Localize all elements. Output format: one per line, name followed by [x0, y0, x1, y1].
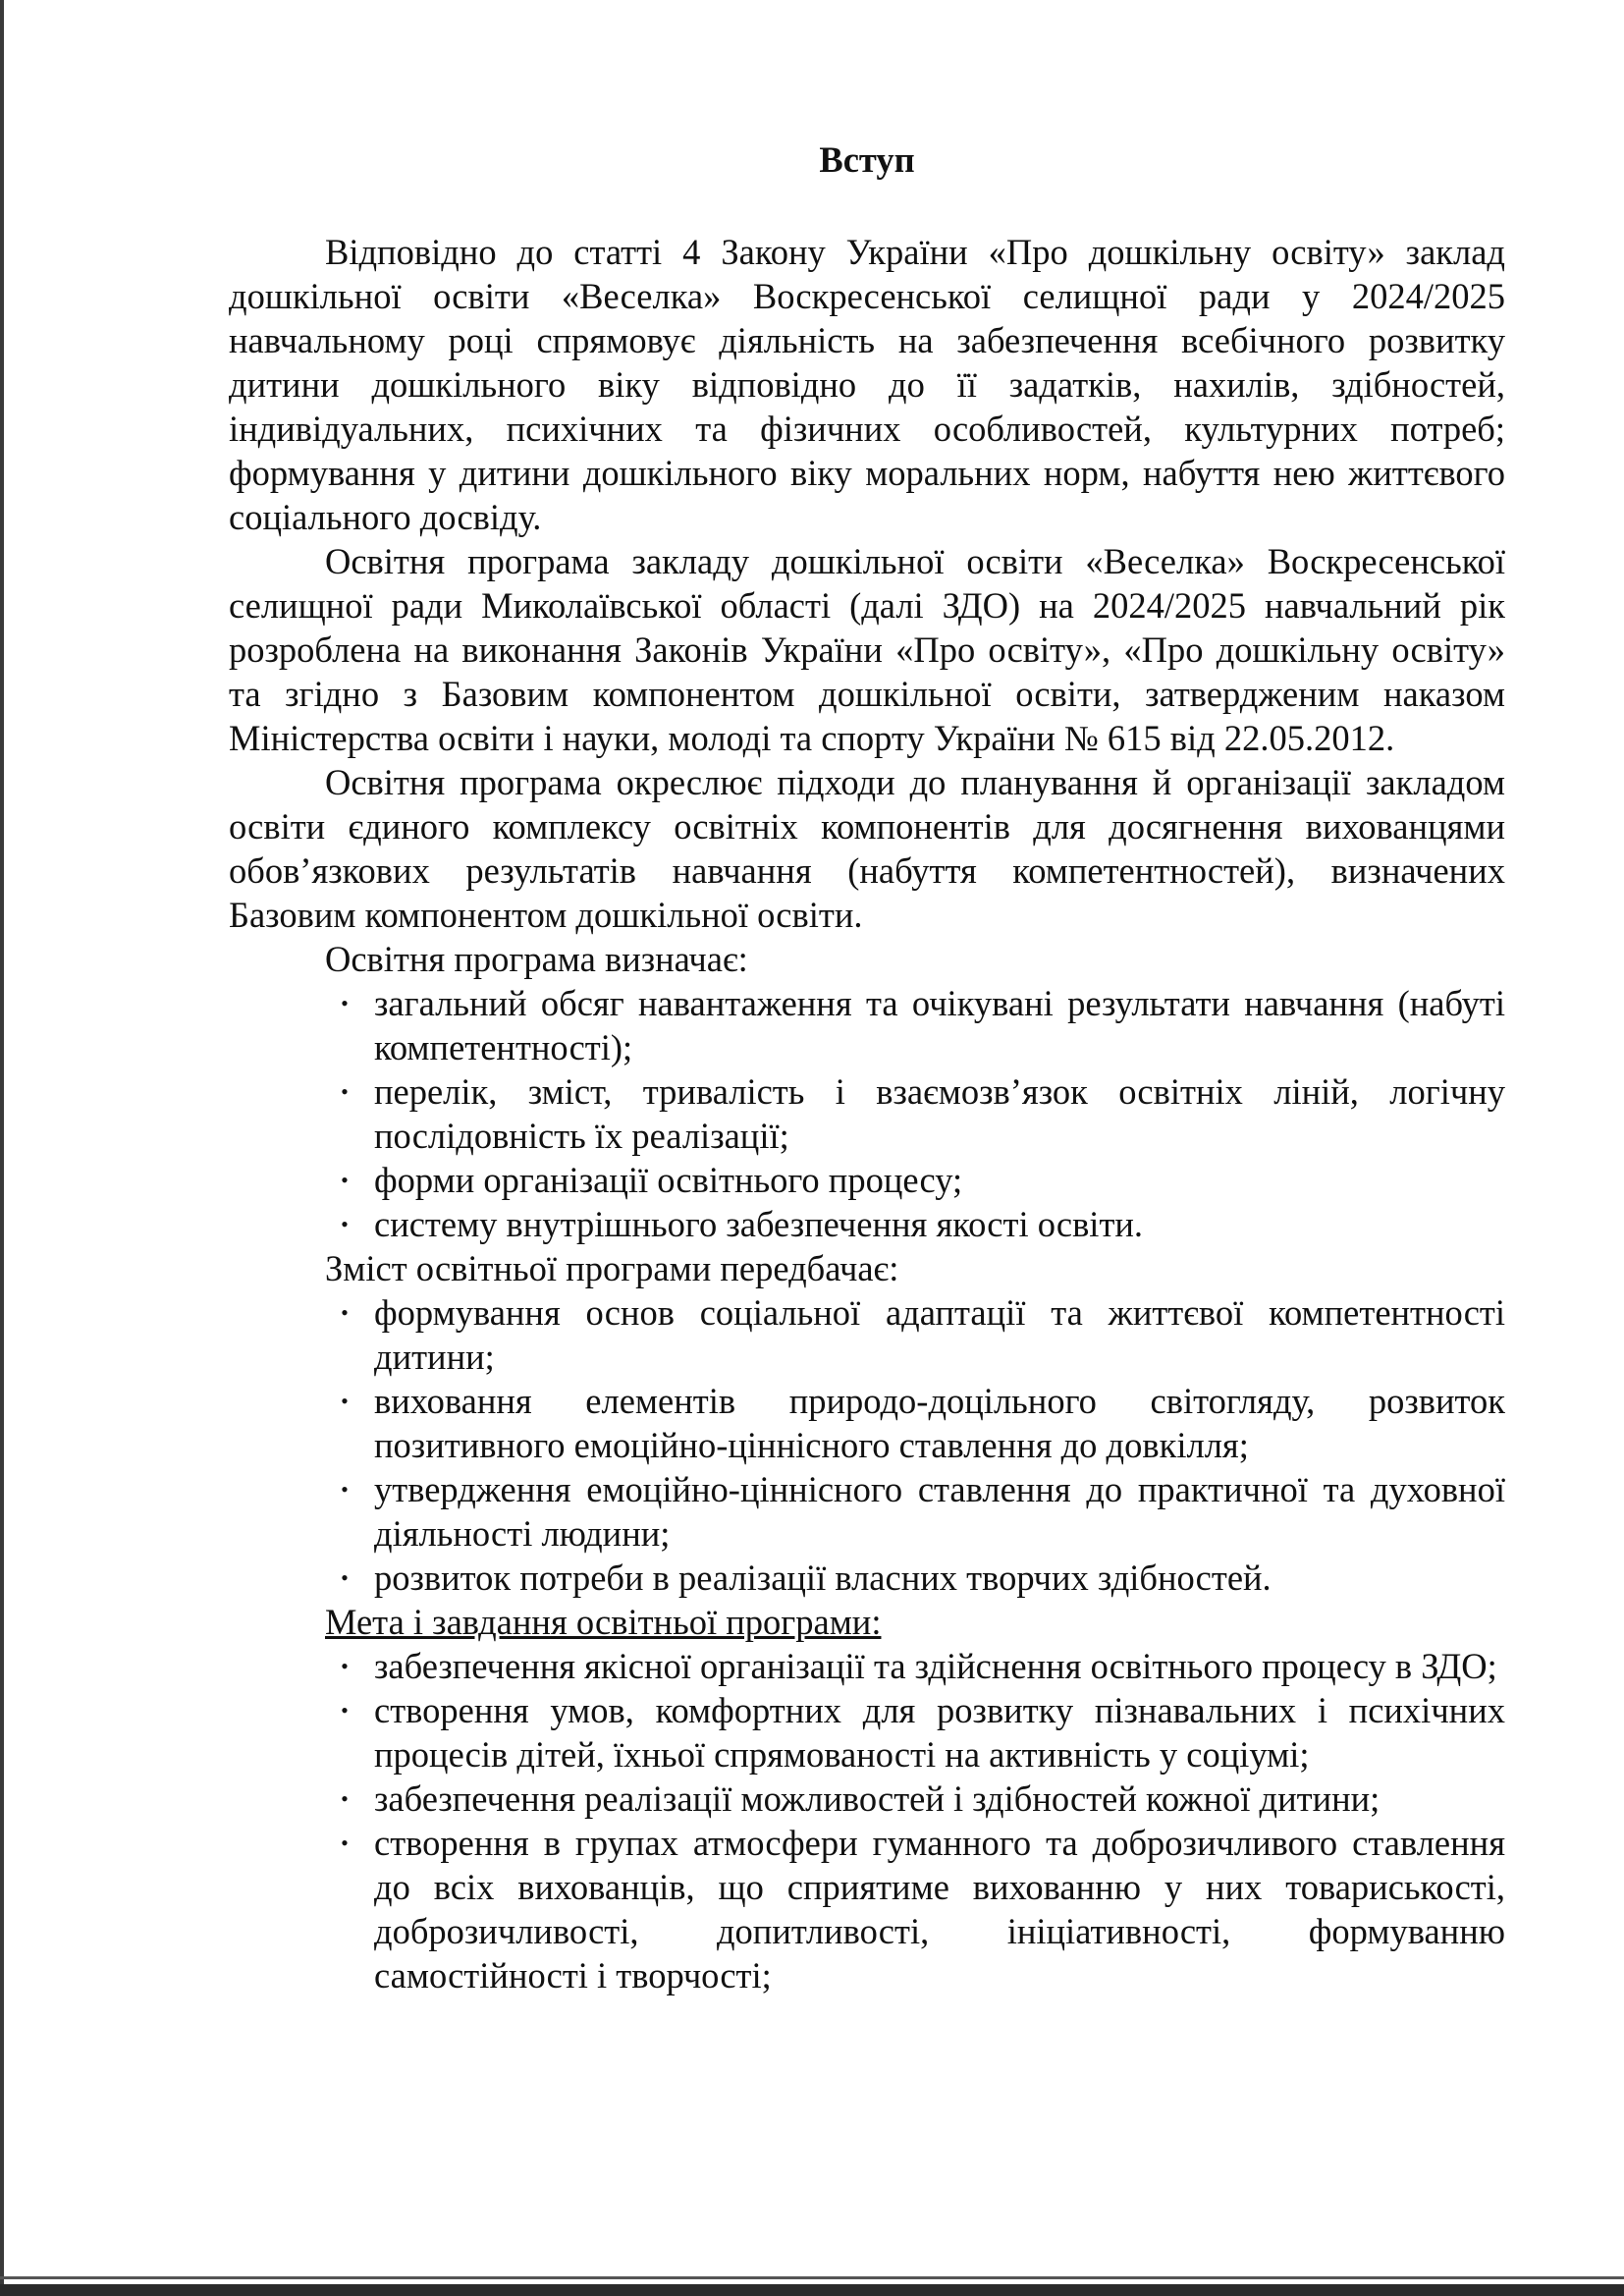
list-item — [229, 1688, 1505, 1777]
list-item-text: систему внутрішнього забезпечення якості освіти. — [374, 1204, 1144, 1244]
section-3-heading — [229, 1600, 1505, 1644]
list-item-text: створення в групах атмосфери гуманного та доброзичливого ставлення до всіх вихованців, що сприятиме вихованню у них товариськості, доброзичливості, допитливості, ініціативності, формуванню самостійності і творчості; — [374, 1823, 1505, 1995]
paragraph-1: Відповідно до статті 4 Закону України «Про дошкільну освіту» заклад дошкільної освіти «Веселка» Воскресенської селищної ради у 2024/2025 навчальному році спрямовує діяльність на забезпечення всебічного розвитку дитини дошкільного віку відповідно до її задатків, нахилів, здібностей, індивідуальних, психічних та фізичних особливостей, культурних потреб; формування у дитини дошкільного віку моральних норм, набуття нею життєвого соціального досвіду. — [229, 232, 1505, 537]
list-item — [229, 1821, 1505, 1997]
list-item — [229, 1467, 1505, 1556]
bullet-icon: • — [341, 1565, 349, 1590]
list-item — [229, 981, 1505, 1069]
list-item-text: форми організації освітнього процесу; — [374, 1160, 963, 1200]
page-title: Вступ — [819, 139, 915, 180]
section-3-list — [229, 1644, 1505, 1997]
list-item — [229, 1777, 1505, 1821]
bullet-icon: • — [341, 991, 349, 1015]
bullet-icon: • — [341, 1300, 349, 1325]
bullet-icon: • — [341, 1212, 349, 1236]
bullet-icon: • — [341, 1079, 349, 1104]
section-1-heading: Освітня програма визначає: — [325, 939, 748, 979]
list-item — [229, 1556, 1505, 1600]
list-item-text: формування основ соціальної адаптації та життєвої компетентності дитини; — [374, 1292, 1505, 1377]
list-item-text: створення умов, комфортних для розвитку пізнавальних і психічних процесів дітей, їхньої спрямованості на активність у соціумі; — [374, 1690, 1505, 1775]
section-1-list — [229, 981, 1505, 1246]
list-item-text: розвиток потреби в реалізації власних творчих здібностей. — [374, 1558, 1272, 1598]
list-item-text: забезпечення якісної організації та здійснення освітнього процесу в ЗДО; — [374, 1646, 1497, 1686]
bullet-icon: • — [341, 1698, 349, 1722]
bullet-icon: • — [341, 1477, 349, 1502]
list-item — [229, 1158, 1505, 1202]
scan-bottom-line — [0, 2276, 1624, 2279]
document-page — [229, 137, 1505, 1997]
list-item-text: виховання елементів природо-доцільного світогляду, розвиток позитивного емоційно-ціннісного ставлення до довкілля; — [374, 1381, 1505, 1465]
section-3-heading-text: Мета і завдання освітньої програми: — [325, 1602, 882, 1642]
bullet-icon: • — [341, 1786, 349, 1811]
section-2-list — [229, 1290, 1505, 1600]
list-item — [229, 1379, 1505, 1467]
bullet-icon: • — [341, 1831, 349, 1855]
list-item-text: перелік, зміст, тривалість і взаємозв’язок освітніх ліній, логічну послідовність їх реалізації; — [374, 1071, 1505, 1156]
bullet-icon: • — [341, 1389, 349, 1413]
bullet-icon: • — [341, 1654, 349, 1678]
bullet-icon: • — [341, 1168, 349, 1192]
paragraph-3: Освітня програма окреслює підходи до планування й організації закладом освіти єдиного комплексу освітніх компонентів для досягнення вихованцями обов’язкових результатів навчання (набуття компетентностей), визначених Базовим компонентом дошкільної освіти. — [229, 762, 1505, 935]
scan-bottom-edge — [0, 2284, 1624, 2296]
list-item-text: утвердження емоційно-ціннісного ставлення до практичної та духовної діяльності людини; — [374, 1469, 1505, 1554]
list-item — [229, 1290, 1505, 1379]
paragraph-2: Освітня програма закладу дошкільної освіти «Веселка» Воскресенської селищної ради Миколаївської області (далі ЗДО) на 2024/2025 навчальний рік розроблена на виконання Законів України «Про освіту», «Про дошкільну освіту» та згідно з Базовим компонентом дошкільної освіти, затвердженим наказом Міністерства освіти і науки, молоді та спорту України № 615 від 22.05.2012. — [229, 541, 1505, 758]
list-item — [229, 1069, 1505, 1158]
list-item — [229, 1644, 1505, 1688]
list-item — [229, 1202, 1505, 1246]
list-item-text: загальний обсяг навантаження та очікувані результати навчання (набуті компетентності); — [374, 983, 1505, 1067]
section-2-heading: Зміст освітньої програми передбачає: — [325, 1248, 899, 1288]
scan-left-edge — [0, 0, 4, 2296]
list-item-text: забезпечення реалізації можливостей і здібностей кожної дитини; — [374, 1778, 1380, 1819]
